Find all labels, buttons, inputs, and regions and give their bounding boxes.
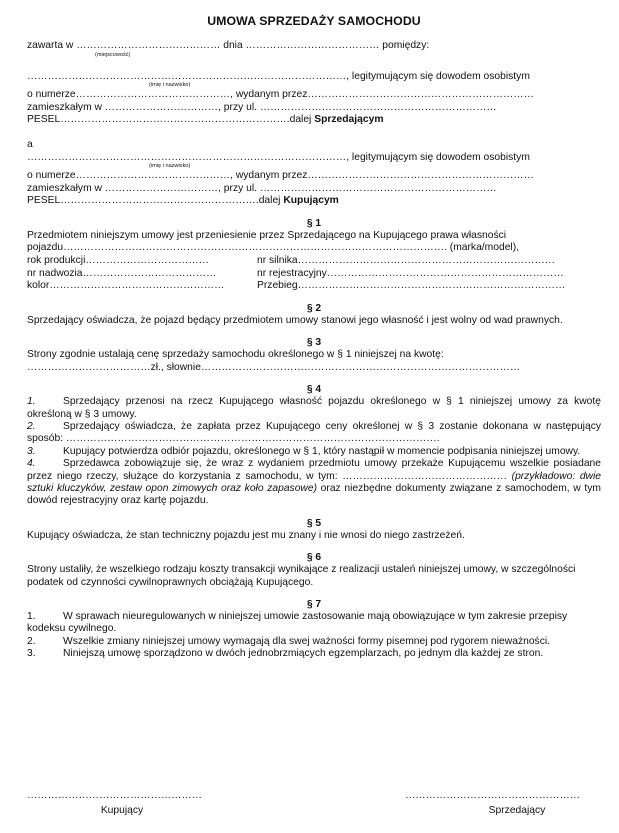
section-2-text: Sprzedający oświadcza, że pojazd będący przedmiotem umowy stanowi jego własność i jest wolny od wad prawnych. [27, 314, 563, 326]
seller-signature-line: …………………………………………… [405, 790, 581, 801]
seller-name-line: …………………………………………………………………………………, legitymującym się dowodem osobistym [27, 70, 530, 82]
section-5-text: Kupujący oświadcza, że stan techniczny pojazdu jest mu znany i nie wnosi do niego zastrzeżeń. [27, 529, 465, 541]
buyer-signature-label: Kupujący [100, 805, 144, 816]
section-2-heading: § 2 [306, 302, 322, 314]
document-title: UMOWA SPRZEDAŻY SAMOCHODU [207, 14, 421, 28]
seller-pesel-line: PESEL………………………………………………………….dalej Sprzedającym [27, 114, 384, 126]
section-3-text: Strony zgodnie ustalają cenę sprzedaży samochodu określonego w § 1 niniejszej na kwotę: [27, 349, 444, 361]
section-4-heading: § 4 [306, 384, 322, 396]
seller-signature-label: Sprzedający [488, 805, 546, 816]
section-7-heading: § 7 [306, 599, 322, 610]
section-4-item-1: 1. Sprzedający przenosi na rzecz Kupującego własność pojazdu określonego w § 1 niniejszej umowy za kwotę określoną w § 3 umowy. [27, 396, 601, 420]
section-3-heading: § 3 [306, 337, 322, 349]
header-line: zawarta w …………………………………… dnia ………………………………… pomiędzy: [27, 40, 430, 51]
vehicle-row-3: kolor…………………………………………… Przebieg…………………………………………………………………… [27, 280, 566, 292]
vehicle-row-2: nr nadwozia………………………………… nr rejestracyjny…………………………………………………………… [27, 267, 564, 279]
seller-address-line: zamieszkałym w ……………………………, przy ul. …………………………………………………………… [27, 101, 497, 113]
section-1-heading: § 1 [306, 217, 322, 229]
seller-signature [405, 790, 595, 816]
place-hint: (miejscowość) [95, 51, 131, 58]
vehicle-model-line: pojazdu…………………………………………………………………………………………………. (marka/model), [27, 242, 520, 254]
seller-role: Sprzedającym [314, 114, 384, 126]
section-4-item-4: 4. Sprzedawca zobowiązuje się, że wraz z wydaniem przedmiotu umowy przekaże Kupującemu wszelkie posiadane przez niego rzeczy, służące do korzystania z samochodu, w tym: ………………………………………… (przykładowo: dwie sztuki kluczyków, zestaw opon zimowych oraz koło zapasowe) oraz niezbędne dokumenty związane z samochodem, w tym dowód rejestracyjny oraz kartę pojazdu. [27, 458, 602, 507]
section-4-item-3: 3. Kupujący potwierdza odbiór pojazdu, określonego w § 1, który nastąpił w momencie podpisania niniejszej umowy. [27, 445, 581, 457]
section-7-item-2: 2. Wszelkie zmiany niniejszej umowy wymagają dla swej ważności formy pisemnej pod rygorem nieważności. [27, 635, 550, 647]
section-7-item-3: 3. Niniejszą umowę sporządzono w dwóch jednobrzmiących egzemplarzach, po jednym dla każdej ze stron. [27, 648, 544, 660]
buyer-pesel-line: PESEL………………………………………………….dalej Kupującym [27, 195, 339, 207]
section-1-text: Przedmiotem niniejszym umowy jest przeniesienie przez Sprzedającego na Kupującego prawa własności [27, 229, 507, 241]
seller-id-number-line: o numerze………………………………………, wydanym przez………………………………………………………… [27, 89, 534, 101]
buyer-name-hint: (imię i nazwisko) [149, 163, 191, 170]
vehicle-row-1: rok produkcji……………………………… nr silnika………………………………………………………………… [27, 254, 556, 266]
example-items: (przykładowo: dwie sztuki kluczyków, zestaw opon zimowych oraz koło zapasowe) [27, 470, 602, 494]
section-4-item-2: 2. Sprzedający oświadcza, że zapłata przez Kupującego ceny określonej w § 3 zostanie dokonana w następujący sposób: ………………………………………………………………………………………………. [27, 420, 601, 445]
section-6-text: Strony ustaliły, że wszelkiego rodzaju koszty transakcji wynikające z realizacji ustaleń niniejszej umowy, w szczególności podatek od czynności cywilnoprawnych obciążają Kupującego. [27, 564, 576, 588]
buyer-role: Kupującym [283, 195, 339, 207]
buyer-signature [27, 790, 217, 816]
buyer-signature-line: …………………………………………… [27, 790, 203, 801]
buyer-id-number-line: o numerze………………………………………, wydanym przez………………………………………………………… [27, 170, 534, 182]
price-line: ………………………………zł., słownie………………………………………………………………………………… [27, 361, 521, 373]
section-7-item-1: 1. W sprawach nieuregulowanych w niniejszej umowie zastosowanie mają obowiązujące w tym zakresie przepisy kodeksu cywilnego. [27, 611, 568, 635]
section-6-heading: § 6 [306, 552, 322, 564]
contract-document [27, 14, 601, 661]
and-label: a [27, 138, 33, 150]
section-5-heading: § 5 [306, 517, 322, 529]
seller-name-hint: (imię i nazwisko) [149, 82, 191, 89]
buyer-address-line: zamieszkałym w ……………………………, przy ul. …………………………………………………………… [27, 182, 497, 194]
buyer-name-line: …………………………………………………………………………………, legitymującym się dowodem osobistym [27, 151, 530, 163]
